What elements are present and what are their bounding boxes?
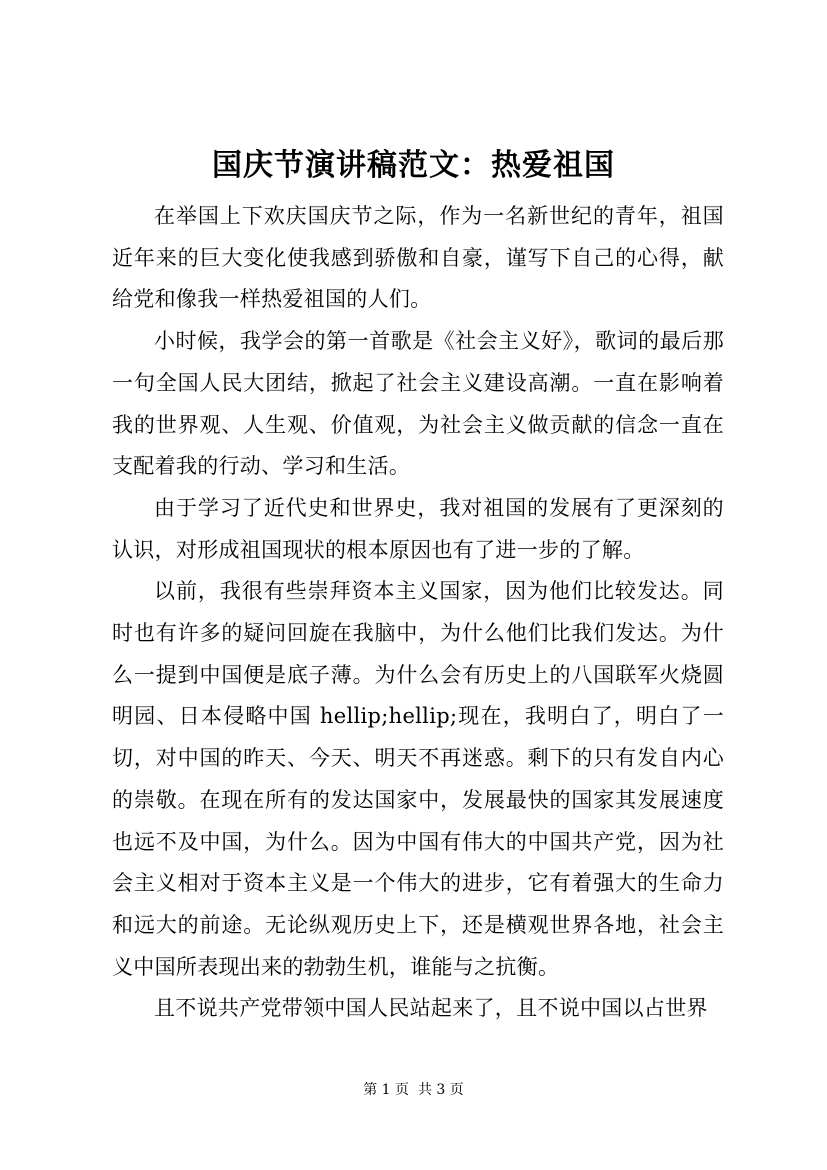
page-number-label: 第 1 页 共 3 页 bbox=[363, 1082, 464, 1098]
paragraph-2: 小时候，我学会的第一首歌是《社会主义好》，歌词的最后那一句全国人民大团结，掀起了社会主义建设高潮。一直在影响着我的世界观、人生观、价值观，为社会主义做贡献的信念一直在支配着我的行动、学习和生活。 bbox=[112, 329, 724, 479]
document-body bbox=[112, 196, 724, 1030]
paragraph-1: 在举国上下欢庆国庆节之际，作为一名新世纪的青年，祖国近年来的巨大变化使我感到骄傲和自豪，谨写下自己的心得，献给党和像我一样热爱祖国的人们。 bbox=[112, 204, 724, 312]
page-footer bbox=[0, 1080, 827, 1100]
paragraph-5: 且不说共产党带领中国人民站起来了，且不说中国以占世界 bbox=[154, 996, 708, 1021]
paragraph-4: 以前，我很有些崇拜资本主义国家，因为他们比较发达。同时也有许多的疑问回旋在我脑中，为什么他们比我们发达。为什么一提到中国便是底子薄。为什么会有历史上的八国联军火烧圆明园、日本侵略中国 hellip;hellip;现在，我明白了，明白了一切，对中国的昨天、今天、明天不再迷惑。剩下的只有发自内心的崇敬。在现在所有的发达国家中，发展最快的国家其发展速度也远不及中国，为什么。因为中国有伟大的中国共产党，因为社会主义相对于资本主义是一个伟大的进步，它有着强大的生命力和远大的前途。无论纵观历史上下，还是横观世界各地，社会主义中国所表现出来的勃勃生机，谁能与之抗衡。 bbox=[112, 579, 724, 979]
paragraph-3: 由于学习了近代史和世界史，我对祖国的发展有了更深刻的认识，对形成祖国现状的根本原因也有了进一步的了解。 bbox=[112, 495, 724, 562]
document-title: 国庆节演讲稿范文：热爱祖国 bbox=[212, 148, 615, 183]
